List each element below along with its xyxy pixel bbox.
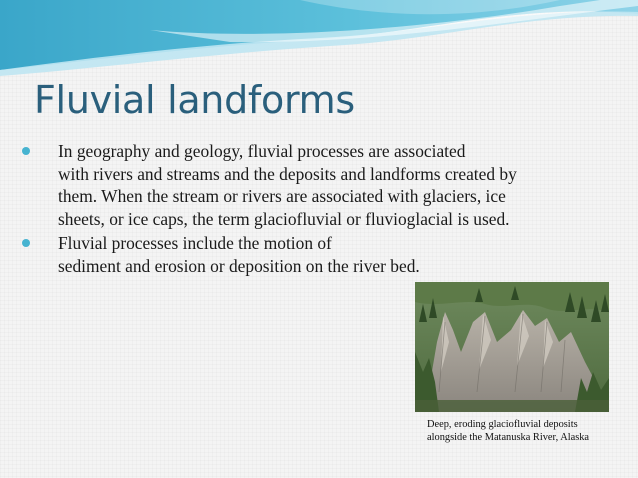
bullet-item: [20, 232, 590, 277]
bullet-item: [20, 140, 590, 230]
bullet-dot-icon: [22, 239, 30, 247]
slide-title: Fluvial landforms: [34, 78, 355, 122]
photo-caption: [427, 419, 627, 444]
bullet-line: sheets, or ice caps, the term glaciofluvial or fluvioglacial is used.: [58, 208, 510, 229]
bullet-line: with rivers and streams and the deposits and landforms created by: [58, 163, 517, 184]
caption-line: Deep, eroding glaciofluvial deposits: [427, 419, 578, 430]
bullet-line: sediment and erosion or deposition on the river bed.: [58, 255, 420, 276]
bullet-line: them. When the stream or rivers are associated with glaciers, ice: [58, 186, 506, 206]
glaciofluvial-deposits-photo: [415, 282, 609, 412]
bullet-line: In geography and geology, fluvial processes are associated: [58, 141, 466, 161]
bullet-list: [20, 140, 590, 279]
bullet-dot-icon: [22, 147, 30, 155]
bullet-line: Fluvial processes include the motion of: [58, 233, 332, 253]
header-wave-decoration: [0, 0, 638, 80]
caption-line: alongside the Matanuska River, Alaska: [427, 431, 590, 443]
